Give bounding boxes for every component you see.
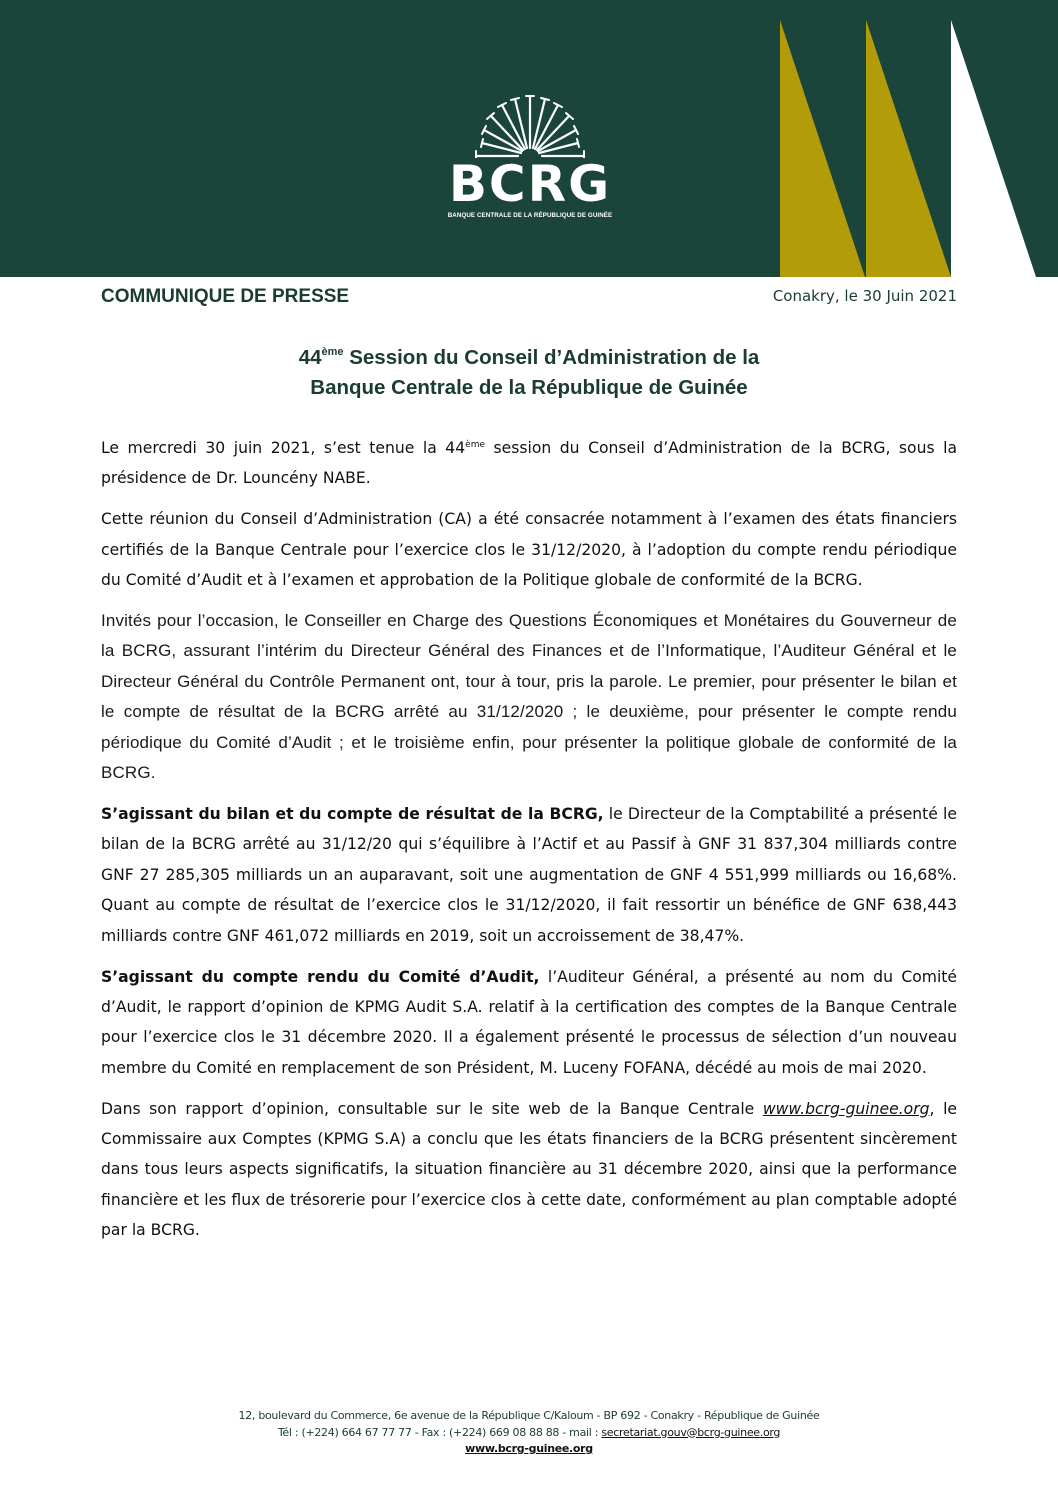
paragraph-5-text: l’Auditeur Général, a présenté au nom du Comité d’Audit, le rapport d’opinion de KPMG Audit S.A. relatif à la certification des comptes de la Banque Centrale pour l’exercice clos le 31 décembre 2020. Il a également présenté le processus de sélection d’un nouveau membre du Comité en remplacement de son Président, M. Luceny FOFANA, décédé au mois de mai 2020. (101, 967, 957, 1077)
title-line-2: Banque Centrale de la République de Guinée (310, 376, 748, 399)
header-banner (0, 0, 1058, 277)
title-session-number: 44 (298, 346, 322, 369)
footer-email-link[interactable]: secretariat.gouv@bcrg-guinee.org (601, 1425, 781, 1439)
title-line-1-text: Session du Conseil d’Administration de la (343, 346, 760, 369)
paragraph-1-superscript: ème (465, 440, 485, 450)
footer (0, 1408, 1058, 1458)
footer-website-row (0, 1441, 1058, 1458)
title-superscript: ème (321, 346, 344, 358)
paragraph-6-text-a: Dans son rapport d’opinion, consultable sur le site web de la Banque Centrale (101, 1099, 763, 1118)
paragraph-3: Invités pour l’occasion, le Conseiller en Charge des Questions Économiques et Monétaires du Gouverneur de la BCRG, assurant l’intérim du Directeur Général des Finances et de l’Informatique, l’Auditeur Général et le Directeur Général du Contrôle Permanent ont, tour à tour, pris la parole. Le premier, pour présenter le bilan et le compte de résultat de la BCRG arrêté au 31/12/2020 ; le deuxième, pour présenter le compte rendu périodique du Comité d’Audit ; et le troisième enfin, pour présenter la politique globale de conformité de la BCRG. (101, 611, 957, 783)
paragraph-4-lead: S’agissant du bilan et du compte de résultat de la BCRG, (101, 804, 604, 823)
paragraph-5 (101, 962, 957, 1084)
logo-wordmark: BCRG (448, 155, 612, 213)
footer-website-link[interactable]: www.bcrg-guinee.org (465, 1442, 593, 1455)
press-release-date: Conakry, le 30 Juin 2021 (772, 287, 957, 305)
bcrg-logo (430, 90, 630, 230)
paragraph-6-text-b: , le Commissaire aux Comptes (KPMG S.A) a conclu que les états financiers de la BCRG présentent sincèrement dans tous leurs aspects significatifs, la situation financière au 31 décembre 2020, ainsi que la performance financière et les flux de trésorerie pour l’exercice clos à cette date, conformément au plan comptable adopté par la BCRG. (101, 1099, 958, 1240)
paragraph-1 (101, 433, 957, 494)
paragraph-4 (101, 799, 957, 951)
footer-phone-fax: Tél : (+224) 664 67 77 77 - Fax : (+224) 669 08 88 88 - mail : (277, 1425, 602, 1439)
paragraph-5-lead: S’agissant du compte rendu du Comité d’Audit, (101, 967, 540, 986)
body-text (101, 433, 957, 1256)
press-release-label: COMMUNIQUE DE PRESSE (101, 286, 350, 307)
paragraph-4-text: le Directeur de la Comptabilité a présenté le bilan de la BCRG arrêté au 31/12/20 qui s’équilibre à l’Actif et au Passif à GNF 31 837,304 milliards contre GNF 27 285,305 milliards un an auparavant, soit une augmentation de GNF 4 551,999 milliards ou 16,68%. Quant au compte de résultat de l’exercice clos le 31/12/2020, il fait ressortir un bénéfice de GNF 638,443 milliards contre GNF 461,072 milliards en 2019, soit un accroissement de 38,47%. (101, 804, 957, 945)
footer-contact (0, 1425, 1058, 1442)
logo-subtitle: BANQUE CENTRALE DE LA RÉPUBLIQUE DE GUINÉE (447, 212, 613, 219)
title-line-1 (100, 343, 958, 373)
paragraph-1-text-b: session du Conseil d’Administration de la BCRG, sous la présidence de Dr. Louncény NABE. (101, 439, 958, 488)
footer-address: 12, boulevard du Commerce, 6e avenue de la République C/Kaloum - BP 692 - Conakry - République de Guinée (238, 1409, 820, 1422)
sunburst-icon (470, 90, 590, 158)
paragraph-2: Cette réunion du Conseil d’Administration (CA) a été consacrée notamment à l’examen des états financiers certifiés de la Banque Centrale pour l’exercice clos le 31/12/2020, à l’adoption du compte rendu périodique du Comité d’Audit et à l’examen et approbation de la Politique globale de conformité de la BCRG. (101, 510, 957, 590)
paragraph-6 (101, 1094, 957, 1246)
page-title (100, 343, 958, 403)
paragraph-1-text-a: Le mercredi 30 juin 2021, s’est tenue la 44 (101, 439, 466, 457)
website-link[interactable]: www.bcrg-guinee.org (762, 1099, 930, 1118)
